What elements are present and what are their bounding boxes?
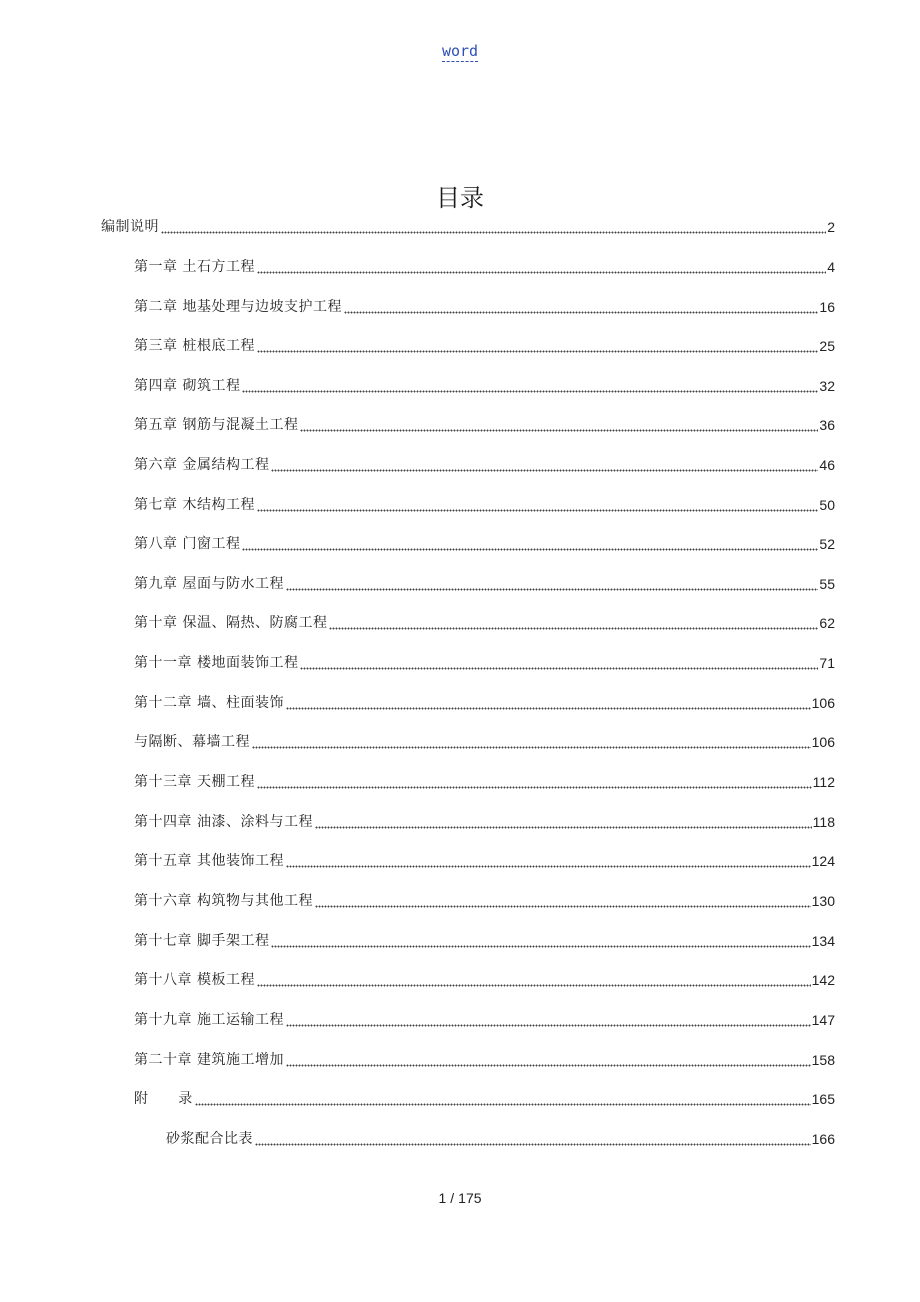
toc-entry-page: 166 bbox=[811, 1131, 835, 1147]
toc-entry-label: 第二章 地基处理与边坡支护工程 bbox=[134, 299, 342, 315]
toc-dot-leader bbox=[300, 415, 818, 435]
header-word-link[interactable] bbox=[0, 40, 920, 62]
toc-entry-page: 4 bbox=[827, 259, 835, 275]
toc-dot-leader bbox=[329, 613, 818, 633]
toc-entry-chapter-2[interactable] bbox=[134, 287, 835, 327]
toc-entry-chapter-13[interactable] bbox=[134, 762, 835, 802]
toc-entry-chapter-18[interactable] bbox=[134, 960, 835, 1000]
toc-dot-leader bbox=[271, 455, 818, 475]
toc-dot-leader bbox=[257, 257, 826, 277]
toc-entry-chapter-5[interactable] bbox=[134, 405, 835, 445]
toc-entry-chapter-20[interactable] bbox=[134, 1040, 835, 1080]
toc-entry-preface[interactable] bbox=[101, 207, 835, 247]
toc-entry-page: 46 bbox=[819, 457, 835, 473]
toc-dot-leader bbox=[242, 376, 818, 396]
toc-entry-page: 130 bbox=[811, 893, 835, 909]
toc-dot-leader bbox=[242, 534, 818, 554]
toc-entry-page: 16 bbox=[819, 299, 835, 315]
toc-entry-label: 与隔断、幕墙工程 bbox=[134, 734, 250, 750]
toc-dot-leader bbox=[315, 891, 811, 911]
toc-entry-label: 第十七章 脚手架工程 bbox=[134, 933, 270, 949]
toc-entry-label: 第十二章 墙、柱面装饰 bbox=[134, 695, 284, 711]
toc-entry-page: 106 bbox=[811, 695, 835, 711]
toc-entry-page: 25 bbox=[819, 338, 835, 354]
toc-entry-appendix[interactable] bbox=[134, 1079, 835, 1119]
total-page-count: 175 bbox=[458, 1190, 482, 1206]
toc-entry-label: 第一章 土石方工程 bbox=[134, 259, 255, 275]
toc-entry-page: 124 bbox=[811, 853, 835, 869]
toc-entry-page: 62 bbox=[819, 615, 835, 631]
toc-entry-page: 71 bbox=[819, 655, 835, 671]
toc-entry-page: 36 bbox=[819, 417, 835, 433]
toc-entry-label: 第七章 木结构工程 bbox=[134, 497, 255, 513]
toc-entry-chapter-3[interactable] bbox=[134, 326, 835, 366]
toc-entry-label: 第十四章 油漆、涂料与工程 bbox=[134, 814, 313, 830]
toc-entry-label: 第六章 金属结构工程 bbox=[134, 457, 270, 473]
toc-entry-label: 第九章 屋面与防水工程 bbox=[134, 576, 284, 592]
toc-entry-page: 142 bbox=[811, 972, 835, 988]
toc-dot-leader bbox=[255, 1129, 811, 1149]
toc-entry-label: 附 录 bbox=[134, 1091, 193, 1107]
toc-entry-page: 147 bbox=[811, 1012, 835, 1028]
toc-entry-chapter-11[interactable] bbox=[134, 643, 835, 683]
toc-title: 目录 bbox=[436, 184, 484, 212]
toc-dot-leader bbox=[286, 1050, 811, 1070]
toc-entry-label: 编制说明 bbox=[101, 219, 159, 235]
toc-entry-label: 第十章 保温、隔热、防腐工程 bbox=[134, 615, 328, 631]
toc-entry-page: 134 bbox=[811, 933, 835, 949]
toc-dot-leader bbox=[195, 1089, 811, 1109]
toc-dot-leader bbox=[257, 772, 812, 792]
toc-entry-label: 第十八章 模板工程 bbox=[134, 972, 255, 988]
toc-entry-label: 第十五章 其他装饰工程 bbox=[134, 853, 284, 869]
toc-entry-page: 106 bbox=[811, 734, 835, 750]
toc-entry-page: 158 bbox=[811, 1052, 835, 1068]
toc-dot-leader bbox=[252, 732, 811, 752]
toc-dot-leader bbox=[257, 336, 818, 356]
toc-entry-label: 第十三章 天棚工程 bbox=[134, 774, 255, 790]
toc-entry-chapter-12-continued[interactable] bbox=[134, 722, 835, 762]
toc-entry-page: 2 bbox=[827, 219, 835, 235]
toc-entry-chapter-19[interactable] bbox=[134, 1000, 835, 1040]
toc-entry-page: 32 bbox=[819, 378, 835, 394]
toc-entry-page: 50 bbox=[819, 497, 835, 513]
toc-entry-label: 第二十章 建筑施工增加 bbox=[134, 1052, 284, 1068]
toc-entry-chapter-15[interactable] bbox=[134, 841, 835, 881]
toc-entry-mortar-mix-table[interactable] bbox=[166, 1119, 835, 1159]
toc-dot-leader bbox=[286, 851, 811, 871]
toc-entry-label: 第三章 桩根底工程 bbox=[134, 338, 255, 354]
toc-dot-leader bbox=[271, 931, 810, 951]
toc-entry-chapter-10[interactable] bbox=[134, 603, 835, 643]
toc-entry-label: 第四章 砌筑工程 bbox=[134, 378, 241, 394]
toc-entry-chapter-14[interactable] bbox=[134, 802, 835, 842]
toc-entry-chapter-7[interactable] bbox=[134, 485, 835, 525]
toc-entry-label: 第十一章 楼地面装饰工程 bbox=[134, 655, 299, 671]
toc-entry-chapter-6[interactable] bbox=[134, 445, 835, 485]
current-page-number: 1 bbox=[438, 1190, 447, 1206]
toc-entry-chapter-8[interactable] bbox=[134, 524, 835, 564]
toc-dot-leader bbox=[286, 1010, 811, 1030]
toc-entry-chapter-4[interactable] bbox=[134, 366, 835, 406]
toc-dot-leader bbox=[286, 574, 818, 594]
toc-dot-leader bbox=[315, 812, 812, 832]
toc-entry-label: 第五章 钢筋与混凝土工程 bbox=[134, 417, 299, 433]
toc-entry-chapter-1[interactable] bbox=[134, 247, 835, 287]
toc-entry-chapter-9[interactable] bbox=[134, 564, 835, 604]
toc-dot-leader bbox=[257, 495, 818, 515]
toc-entry-page: 118 bbox=[812, 814, 835, 830]
toc-dot-leader bbox=[257, 970, 811, 990]
page-separator: / bbox=[450, 1190, 455, 1206]
toc-entry-chapter-17[interactable] bbox=[134, 921, 835, 961]
toc-entry-label: 第十六章 构筑物与其他工程 bbox=[134, 893, 313, 909]
toc-entry-page: 112 bbox=[812, 774, 835, 790]
toc-entry-page: 55 bbox=[819, 576, 835, 592]
toc-dot-leader bbox=[300, 653, 818, 673]
toc-entry-label: 砂浆配合比表 bbox=[166, 1131, 253, 1147]
toc-entry-label: 第十九章 施工运输工程 bbox=[134, 1012, 284, 1028]
toc-dot-leader bbox=[344, 297, 818, 317]
toc-entry-chapter-12[interactable] bbox=[134, 683, 835, 723]
toc-entry-page: 165 bbox=[811, 1091, 835, 1107]
toc-dot-leader bbox=[161, 217, 826, 237]
toc-dot-leader bbox=[286, 693, 811, 713]
toc-entry-chapter-16[interactable] bbox=[134, 881, 835, 921]
toc-entry-label: 第八章 门窗工程 bbox=[134, 536, 241, 552]
page-number-footer bbox=[0, 1187, 920, 1209]
toc-entry-page: 52 bbox=[819, 536, 835, 552]
header-link-text[interactable]: word bbox=[441, 42, 479, 60]
